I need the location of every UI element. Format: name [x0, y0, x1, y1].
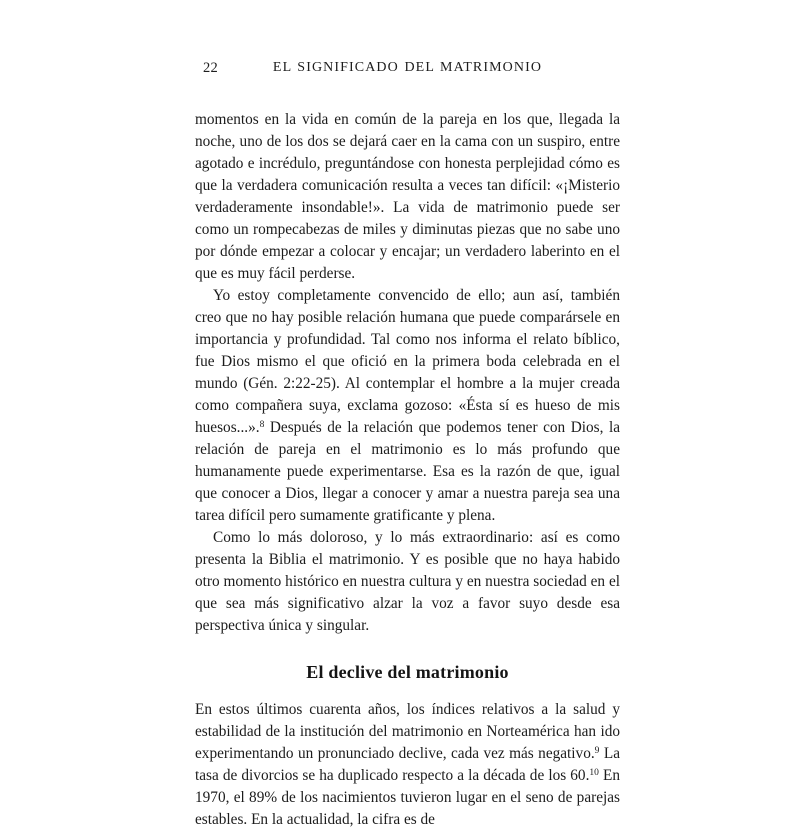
footnote-reference: 9 — [594, 746, 600, 756]
section-heading: El declive del matrimonio — [306, 662, 509, 682]
page-number: 22 — [203, 60, 219, 76]
paragraph: Como lo más doloroso, y lo más extraordinario: así es como presenta la Biblia el matrimonio. Y es posible que no haya habido otro momento histórico en nuestra cultura y en nuestra sociedad en el que sea más significativo alzar la voz a favor suyo desde esa perspectiva única y singular. — [195, 529, 620, 634]
paragraph: momentos en la vida en común de la pareja en los que, llegada la noche, uno de los dos se dejará caer en la cama con un suspiro, entre agotado e incrédulo, preguntándose con honesta perplejidad cómo es que la verdadera comunicación resulta a veces tan difícil: «¡Misterio verdaderamente insondable!». La vida de matrimonio puede ser como un rompecabezas de miles y diminutas piezas que no sabe uno por dónde empezar a colocar y encajar; un verdadero laberinto en el que es muy fácil perderse. — [195, 111, 620, 282]
body-text — [195, 109, 620, 831]
footnote-reference: 10 — [589, 768, 599, 778]
paragraph: Yo estoy completamente convencido de ello; aun así, también creo que no hay posible relación humana que puede comparársele en importancia y profundidad. Tal como nos informa el relato bíblico, fue Dios mismo el que ofició en la primera boda celebrada en el mundo (Gén. 2:22-25). Al contemplar el hombre a la mujer creada como compañera suya, exclama gozoso: «Ésta sí es hueso de mis huesos...».$^8$ Después de la relación que podemos tener con Dios, la relación de pareja en el matrimonio es lo más profundo que humanamente puede experimentarse. Esa es la razón de que, igual que conocer a Dios, llegar a conocer y amar a nuestra pareja sea una tarea difícil pero sumamente gratificante y plena. — [195, 287, 620, 524]
paragraph: En estos últimos cuarenta años, los índices relativos a la salud y estabilidad de la institución del matrimonio en Norteamérica han ido experimentando un pronunciado declive, cada vez más negativo.$^9$ La tasa de divorcios se ha duplicado respecto a la década de los 60.10 En 1970, el 89% de los nacimientos tuvieron lugar en el seno de parejas estables. En la actualidad, la cifra es de — [195, 701, 620, 828]
text-column — [195, 60, 620, 831]
footnote-reference: 8 — [259, 420, 265, 430]
running-title: EL SIGNIFICADO DEL MATRIMONIO — [272, 60, 543, 75]
page-header — [195, 60, 620, 80]
